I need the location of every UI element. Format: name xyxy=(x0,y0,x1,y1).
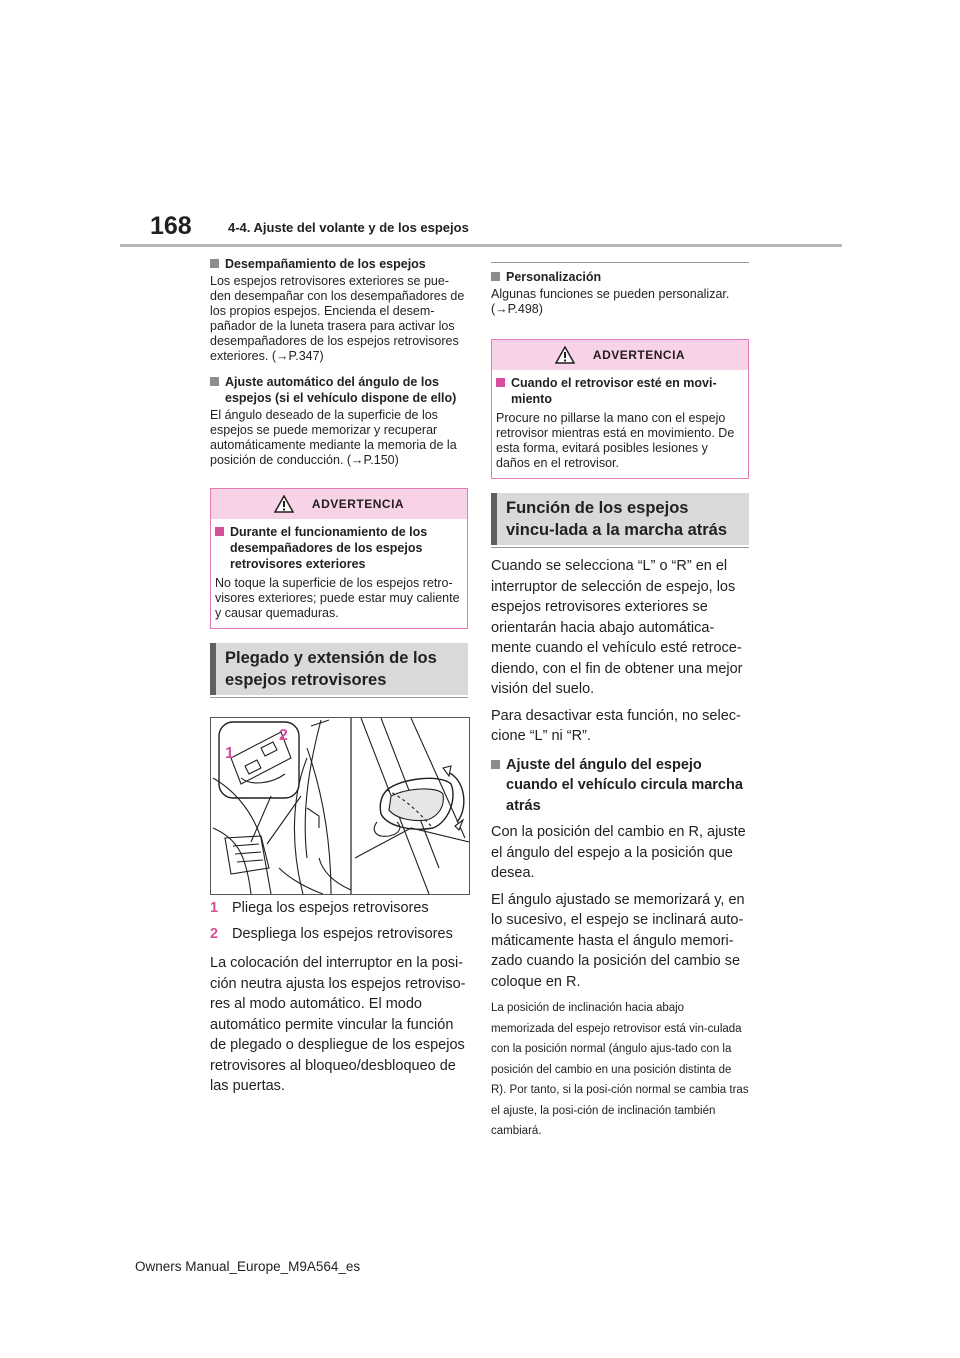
reverse-text-1: Cuando se selecciona “L” o “R” en el interruptor de selección de espejo, los espejos retrovisores exteriores se orientarán hacia abajo automática-mente cuando el vehículo esté retroce-diendo, con el fin de obtener una mejor visión del suelo. xyxy=(491,558,743,697)
warning-header: ADVERTENCIA xyxy=(211,489,467,519)
callout-2: 2 xyxy=(279,727,288,744)
square-bullet-icon xyxy=(210,377,219,386)
subheading-auto-angle: Ajuste automático del ángulo de los espejos (si el vehículo dispone de ello) xyxy=(210,374,468,406)
reverse-text-3: Con la posición del cambio en R, ajuste el ángulo del espejo a la posición que desea. xyxy=(491,824,746,881)
reverse-text-2: Para desactivar esta función, no selec-cione “L” ni “R”. xyxy=(491,707,741,744)
section-underline xyxy=(210,697,468,698)
warning-triangle-icon xyxy=(555,346,575,364)
square-bullet-icon xyxy=(215,527,224,536)
warning-heading: Durante el funcionamiento de los desempañadores de los espejos retrovisores exteriores xyxy=(215,524,463,572)
left-column-lower xyxy=(210,897,468,1103)
warning-triangle-icon xyxy=(274,495,294,513)
chapter-title: 4-4. Ajuste del volante y de los espejos xyxy=(228,220,469,235)
mirror-switch-illustration xyxy=(210,717,470,895)
warning-box-defogger xyxy=(210,488,468,629)
warning-box-mirror-moving xyxy=(491,339,749,479)
square-bullet-icon xyxy=(210,259,219,268)
warning-text: Procure no pillarse la mano con el espejo retrovisor mientras está en movimiento. De esta forma, evitará posibles lesiones y daños en el retrovisor. xyxy=(496,411,735,470)
page-number: 168 xyxy=(150,212,192,240)
square-bullet-icon xyxy=(496,378,505,387)
reverse-text-4: El ángulo ajustado se memorizará y, en lo sucesivo, el espejo se inclinará auto-máticamente hasta el ángulo memori-zado cuando la posición del cambio se coloque en R. xyxy=(491,891,745,990)
defog-text: Los espejos retrovisores exteriores se pue-den desempañar con los desempañadores de los propios espejos. Encienda el desem-pañador de la luneta trasera para activar los desempañadores de los espejos retrovisores exteriores. (→P.347) xyxy=(210,274,465,363)
left-column xyxy=(210,256,468,698)
subheading-defog: Desempañamiento de los espejos xyxy=(210,256,468,272)
right-column xyxy=(491,262,749,1142)
auto-angle-text: El ángulo deseado de la superficie de los espejos se puede memorizar y recuperar automáticamente mediante la memoria de la posición de conducción. (→P.150) xyxy=(210,408,457,467)
section-title-folding: Plegado y extensión de los espejos retrovisores xyxy=(210,643,468,695)
folding-body-text: La colocación del interruptor en la posi-ción neutra ajusta los espejos retroviso-res al modo automático. El modo automático permite vincular la función de plegado o despliegue de los espejos retrovisores al bloqueo/desbloqueo de las puertas. xyxy=(210,955,466,1094)
reverse-note: La posición de inclinación hacia abajo memorizada del espejo retrovisor está vin-culada con la posición normal (ángulo ajus-tado con la posición del cambio en una posición distinta de R). Por tanto, si la posi-ción normal se cambia tras el ajuste, la posi-ción de inclinación también cambiará. xyxy=(491,1002,749,1137)
header-divider xyxy=(120,244,842,247)
caption-item: 2 Despliega los espejos retrovisores xyxy=(210,926,453,942)
subheading-customization: Personalización xyxy=(491,269,749,285)
caption-item: 1 Pliega los espejos retrovisores xyxy=(210,900,429,916)
footer-doc-id: Owners Manual_Europe_M9A564_es xyxy=(135,1259,361,1274)
warning-header: ADVERTENCIA xyxy=(492,340,748,370)
customization-text: Algunas funciones se pueden personalizar. (→P.498) xyxy=(491,287,730,316)
square-bullet-icon xyxy=(491,760,500,769)
square-bullet-icon xyxy=(491,272,500,281)
subheading-reverse-angle: Ajuste del ángulo del espejo cuando el vehículo circula marcha atrás xyxy=(491,755,749,817)
warning-text: No toque la superficie de los espejos retro-visores exteriores; puede estar muy caliente y causar quemaduras. xyxy=(215,576,460,620)
section-title-reverse: Función de los espejos vincu-lada a la marcha atrás xyxy=(491,493,749,545)
callout-1: 1 xyxy=(225,745,234,762)
warning-heading: Cuando el retrovisor esté en movi-miento xyxy=(496,375,744,407)
